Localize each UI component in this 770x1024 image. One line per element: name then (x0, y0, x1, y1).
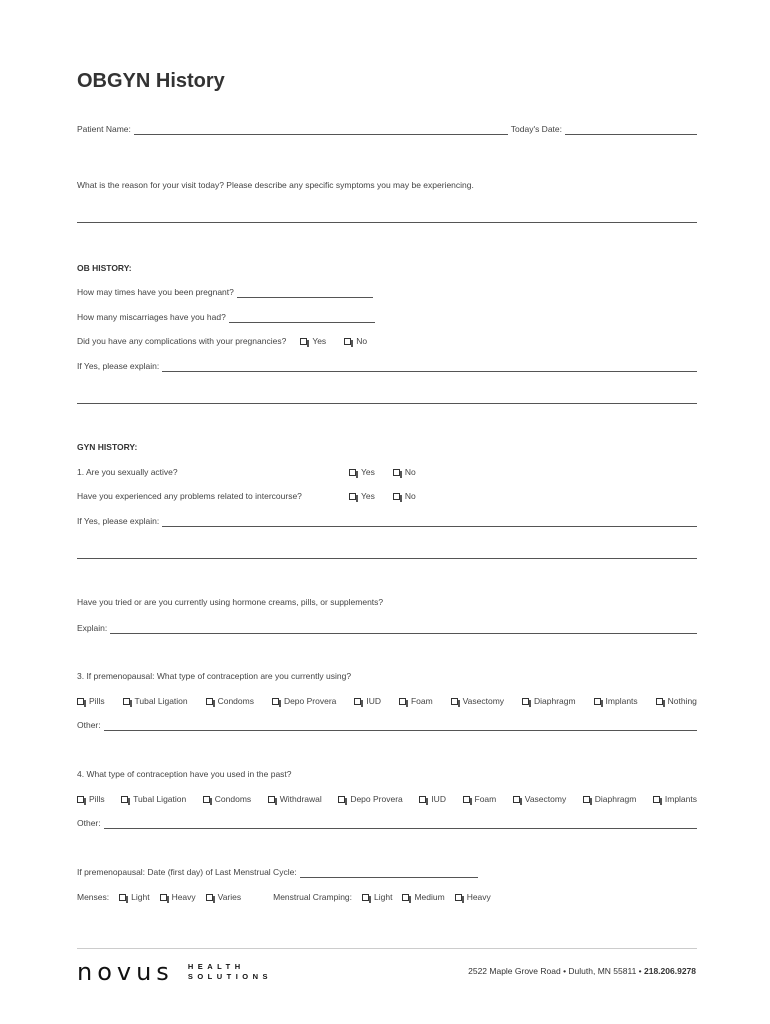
visit-reason-field[interactable] (77, 222, 697, 223)
checkbox-icon (393, 469, 400, 476)
complications-no-checkbox[interactable] (344, 336, 367, 347)
active-no-label: No (404, 467, 416, 477)
checkbox-icon (354, 698, 361, 705)
lmp-label: If premenopausal: Date (first day) of Last Menstrual Cycle: (77, 867, 297, 877)
menses-heavy-checkbox[interactable] (160, 892, 196, 903)
miscarriage-row (77, 312, 697, 323)
option-label: Depo Provera (283, 696, 337, 706)
checkbox-icon (123, 698, 130, 705)
hormone-explain-label: Explain: (77, 623, 108, 633)
option-label: Medium (414, 892, 445, 902)
option-label: Foam (410, 696, 433, 706)
hormone-explain-field[interactable] (110, 624, 697, 634)
menses-label: Menses: (77, 892, 110, 902)
page-title: OBGYN History (77, 70, 225, 92)
checkbox-icon (344, 338, 351, 345)
ob-explain-field[interactable] (162, 362, 697, 372)
checkbox-icon (121, 796, 128, 803)
current-other-label: Other: (77, 720, 101, 730)
logo-subtitle (188, 962, 272, 982)
problems-no-label: No (404, 491, 416, 501)
checkbox-icon (513, 796, 520, 803)
pregnant-field[interactable] (237, 288, 373, 298)
gyn-explain-row (77, 516, 697, 527)
option-label: IUD (431, 794, 446, 804)
problems-no-checkbox[interactable] (393, 491, 416, 502)
checkbox-icon (349, 469, 356, 476)
option-label: Condoms (214, 794, 252, 804)
checkbox-icon (656, 698, 663, 705)
novus-logo (77, 960, 272, 984)
option-label: Pills (89, 696, 105, 706)
checkbox-icon (77, 698, 84, 705)
current-diaphragm-checkbox[interactable] (522, 696, 576, 707)
hormone-row (77, 597, 697, 608)
gyn-explain-label: If Yes, please explain: (77, 516, 160, 526)
current-condoms-checkbox[interactable] (206, 696, 254, 707)
intercourse-problems-row (77, 491, 697, 502)
gyn-explain-field-2[interactable] (77, 558, 697, 559)
contraception-past-options (77, 794, 697, 805)
checkbox-icon (419, 796, 426, 803)
option-label: Foam (474, 794, 497, 804)
active-yes-label: Yes (361, 467, 375, 477)
complications-yes-label: Yes (312, 336, 327, 346)
current-nothing-checkbox[interactable] (656, 696, 697, 707)
gyn-history-heading (77, 442, 697, 453)
lmp-field[interactable] (300, 868, 478, 878)
pregnant-question: How may times have you been pregnant? (77, 287, 234, 297)
cramping-label: Menstrual Cramping: (273, 892, 353, 902)
option-label: Nothing (667, 696, 697, 706)
checkbox-icon (362, 894, 369, 901)
problems-yes-checkbox[interactable] (349, 491, 375, 502)
checkbox-icon (393, 493, 400, 500)
checkbox-icon (349, 493, 356, 500)
option-label: Vasectomy (524, 794, 567, 804)
option-label: Diaphragm (534, 696, 576, 706)
current-depo-provera-checkbox[interactable] (272, 696, 336, 707)
footer-divider (77, 948, 697, 949)
past-other-row (77, 818, 697, 829)
checkbox-icon (455, 894, 462, 901)
option-label: Heavy (171, 892, 196, 902)
current-iud-checkbox[interactable] (354, 696, 381, 707)
checkbox-icon (338, 796, 345, 803)
past-iud-checkbox[interactable] (419, 794, 446, 805)
option-label: Implants (605, 696, 638, 706)
contraception-current-options (77, 696, 697, 707)
todays-date-field[interactable] (565, 125, 697, 135)
checkbox-icon (160, 894, 167, 901)
current-tubal-ligation-checkbox[interactable] (123, 696, 188, 707)
menses-row (77, 892, 697, 903)
past-other-label: Other: (77, 818, 101, 828)
option-label: Pills (89, 794, 105, 804)
current-other-row (77, 720, 697, 731)
checkbox-icon (522, 698, 529, 705)
contraception-past-question: 4. What type of contraception have you used in the past? (77, 769, 292, 779)
checkbox-icon (402, 894, 409, 901)
complications-row (77, 336, 697, 347)
gyn-explain-field[interactable] (162, 517, 697, 527)
patient-name-field[interactable] (134, 125, 508, 135)
ob-history-heading-text: OB HISTORY: (77, 263, 132, 273)
ob-explain-label: If Yes, please explain: (77, 361, 160, 371)
hormone-question: Have you tried or are you currently using hormone creams, pills, or supplements? (77, 597, 384, 607)
checkbox-icon (463, 796, 470, 803)
problems-yes-label: Yes (361, 491, 375, 501)
ob-explain-field-2[interactable] (77, 403, 697, 404)
past-depo-provera-checkbox[interactable] (338, 794, 402, 805)
option-label: Withdrawal (279, 794, 322, 804)
option-label: Varies (217, 892, 242, 902)
visit-reason-question: What is the reason for your visit today? Please describe any specific symptoms you may be experiencing. (77, 180, 474, 190)
past-pills-checkbox[interactable] (77, 794, 105, 805)
contraception-current-row (77, 671, 697, 682)
current-pills-checkbox[interactable] (77, 696, 105, 707)
complications-no-label: No (356, 336, 368, 346)
todays-date-label: Today's Date: (510, 124, 562, 134)
checkbox-icon (653, 796, 660, 803)
checkbox-icon (583, 796, 590, 803)
logo-subtitle-solutions: SOLUTIONS (187, 972, 273, 981)
miscarriage-field[interactable] (229, 313, 375, 323)
current-vasectomy-checkbox[interactable] (451, 696, 504, 707)
intercourse-problems-question: Have you experienced any problems related to intercourse? (77, 491, 302, 501)
sexually-active-row (77, 467, 697, 478)
option-label: Implants (664, 794, 697, 804)
option-label: Diaphragm (594, 794, 637, 804)
checkbox-icon (300, 338, 307, 345)
checkbox-icon (399, 698, 406, 705)
past-tubal-ligation-checkbox[interactable] (121, 794, 186, 805)
checkbox-icon (119, 894, 126, 901)
checkbox-icon (594, 698, 601, 705)
footer-address (468, 966, 696, 976)
address-text: 2522 Maple Grove Road • Duluth, MN 55811 • (468, 966, 644, 976)
cramping-medium-checkbox[interactable] (402, 892, 444, 903)
hormone-explain-row (77, 623, 697, 634)
option-label: Tubal Ligation (134, 696, 188, 706)
checkbox-icon (77, 796, 84, 803)
menses-light-checkbox[interactable] (119, 892, 149, 903)
option-label: Light (131, 892, 150, 902)
contraception-past-row (77, 769, 697, 780)
past-vasectomy-checkbox[interactable] (513, 794, 566, 805)
miscarriage-question: How many miscarriages have you had? (77, 312, 226, 322)
past-implants-checkbox[interactable] (653, 794, 697, 805)
gyn-history-heading-text: GYN HISTORY: (77, 442, 138, 452)
logo-wordmark: novus (77, 958, 174, 986)
current-other-field[interactable] (104, 721, 697, 731)
lmp-row (77, 867, 697, 878)
past-foam-checkbox[interactable] (463, 794, 497, 805)
past-condoms-checkbox[interactable] (203, 794, 251, 805)
current-implants-checkbox[interactable] (594, 696, 638, 707)
option-label: Tubal Ligation (133, 794, 187, 804)
ob-history-heading (77, 263, 697, 274)
complications-question: Did you have any complications with your pregnancies? (77, 336, 287, 346)
option-label: Heavy (466, 892, 491, 902)
complications-yes-checkbox[interactable] (300, 336, 326, 347)
cramping-light-checkbox[interactable] (362, 892, 392, 903)
checkbox-icon (272, 698, 279, 705)
option-label: Depo Provera (350, 794, 403, 804)
past-withdrawal-checkbox[interactable] (268, 794, 322, 805)
past-diaphragm-checkbox[interactable] (583, 794, 637, 805)
phone-number: 218.206.9278 (644, 966, 696, 976)
option-label: IUD (366, 696, 381, 706)
cramping-heavy-checkbox[interactable] (455, 892, 491, 903)
current-foam-checkbox[interactable] (399, 696, 433, 707)
active-yes-checkbox[interactable] (349, 467, 375, 478)
active-no-checkbox[interactable] (393, 467, 416, 478)
option-label: Vasectomy (462, 696, 505, 706)
patient-row (77, 124, 697, 135)
checkbox-icon (451, 698, 458, 705)
option-label: Condoms (217, 696, 254, 706)
ob-explain-row (77, 361, 697, 372)
contraception-current-question: 3. If premenopausal: What type of contraception are you currently using? (77, 671, 352, 681)
patient-name-label: Patient Name: (77, 124, 131, 134)
menses-varies-checkbox[interactable] (206, 892, 241, 903)
checkbox-icon (203, 796, 210, 803)
option-label: Light (374, 892, 393, 902)
checkbox-icon (206, 894, 213, 901)
checkbox-icon (206, 698, 213, 705)
logo-subtitle-health: HEALTH (187, 962, 245, 971)
past-other-field[interactable] (104, 819, 697, 829)
visit-reason-row (77, 180, 697, 191)
sexually-active-question: 1. Are you sexually active? (77, 467, 178, 477)
pregnant-row (77, 287, 697, 298)
checkbox-icon (268, 796, 275, 803)
